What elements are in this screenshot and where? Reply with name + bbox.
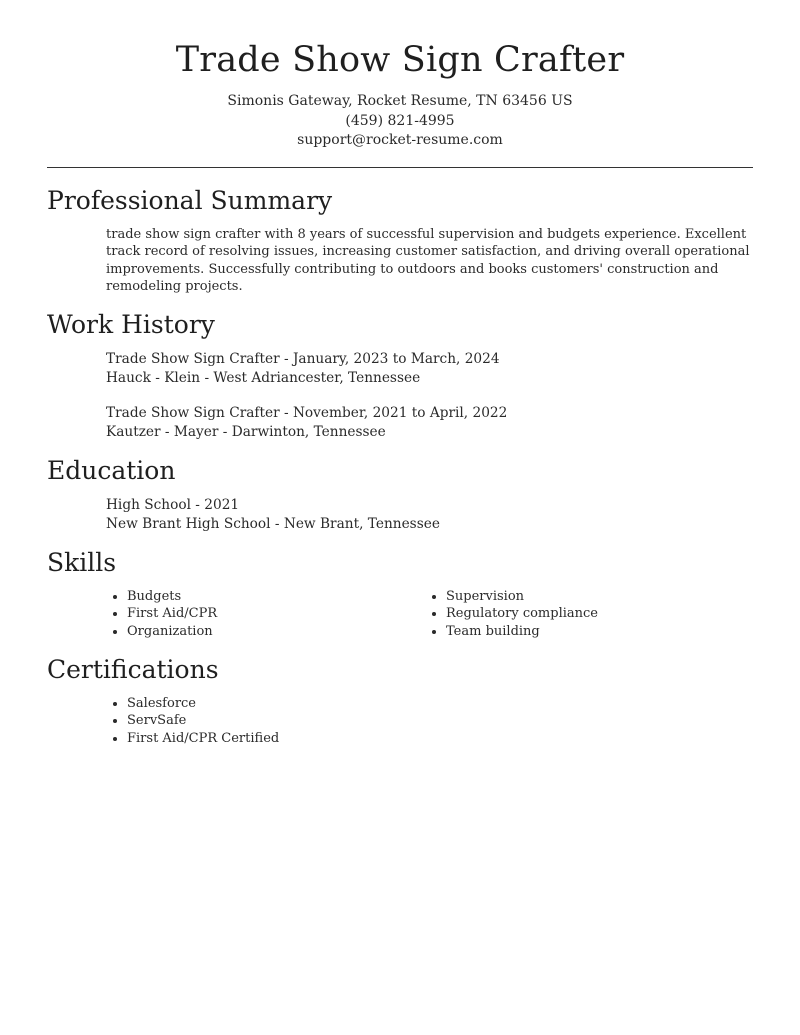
- skills-column-right: [425, 588, 744, 641]
- skill-item: • First Aid/CPR: [127, 605, 425, 623]
- education-school: New Brant High School - New Brant, Tennessee: [106, 515, 440, 532]
- resume-header: [47, 0, 753, 151]
- education-degree: High School - 2021: [106, 496, 240, 513]
- work-entry-title: Trade Show Sign Crafter - January, 2023 to March, 2024: [106, 350, 500, 367]
- work-entry-employer: Hauck - Klein - West Adriancester, Tennessee: [106, 369, 421, 386]
- skill-item: • Supervision: [446, 588, 744, 606]
- candidate-name: Trade Show Sign Crafter: [175, 40, 625, 80]
- work-entry-employer: Kautzer - Mayer - Darwinton, Tennessee: [106, 423, 386, 440]
- certifications-heading: Certifications: [47, 654, 219, 684]
- skills-heading: Skills: [47, 547, 117, 577]
- work-history-body: [106, 350, 753, 442]
- education-heading: Education: [47, 455, 176, 485]
- skill-item: • Organization: [127, 623, 425, 641]
- summary-body: [106, 226, 753, 296]
- education-body: [106, 496, 753, 534]
- education-entry: [106, 496, 753, 534]
- header-divider: [47, 167, 753, 168]
- certifications-section: [47, 655, 753, 748]
- skills-body: [106, 588, 753, 641]
- summary-heading: Professional Summary: [47, 185, 333, 215]
- education-section: [47, 456, 753, 534]
- certification-item: • Salesforce: [127, 695, 753, 713]
- skills-section: [47, 548, 753, 641]
- certifications-body: [106, 695, 753, 748]
- skills-list-left: [106, 588, 425, 641]
- work-entry: [106, 350, 753, 388]
- certification-item: • First Aid/CPR Certified: [127, 730, 753, 748]
- work-entry: [106, 404, 753, 442]
- summary-text: trade show sign crafter with 8 years of successful supervision and budgets experience. Excellent track record of resolving issues, increasing customer satisfaction, and driving overall operational improvements. Successfully contributing to outdoors and books customers' construction and remodeling projects.: [106, 226, 750, 295]
- contact-address: Simonis Gateway, Rocket Resume, TN 63456 US: [227, 93, 573, 109]
- skill-item: • Budgets: [127, 588, 425, 606]
- work-history-heading: Work History: [47, 309, 215, 339]
- skill-item: • Team building: [446, 623, 744, 641]
- skill-item: • Regulatory compliance: [446, 605, 744, 623]
- work-entry-title: Trade Show Sign Crafter - November, 2021 to April, 2022: [106, 404, 508, 421]
- contact-email[interactable]: support@rocket-resume.com: [297, 132, 503, 148]
- summary-section: [47, 186, 753, 296]
- skills-column-left: [106, 588, 425, 641]
- skills-list-right: [425, 588, 744, 641]
- work-history-section: [47, 310, 753, 442]
- certifications-list: [106, 695, 753, 748]
- certification-item: • ServSafe: [127, 712, 753, 730]
- contact-phone: (459) 821-4995: [345, 112, 455, 129]
